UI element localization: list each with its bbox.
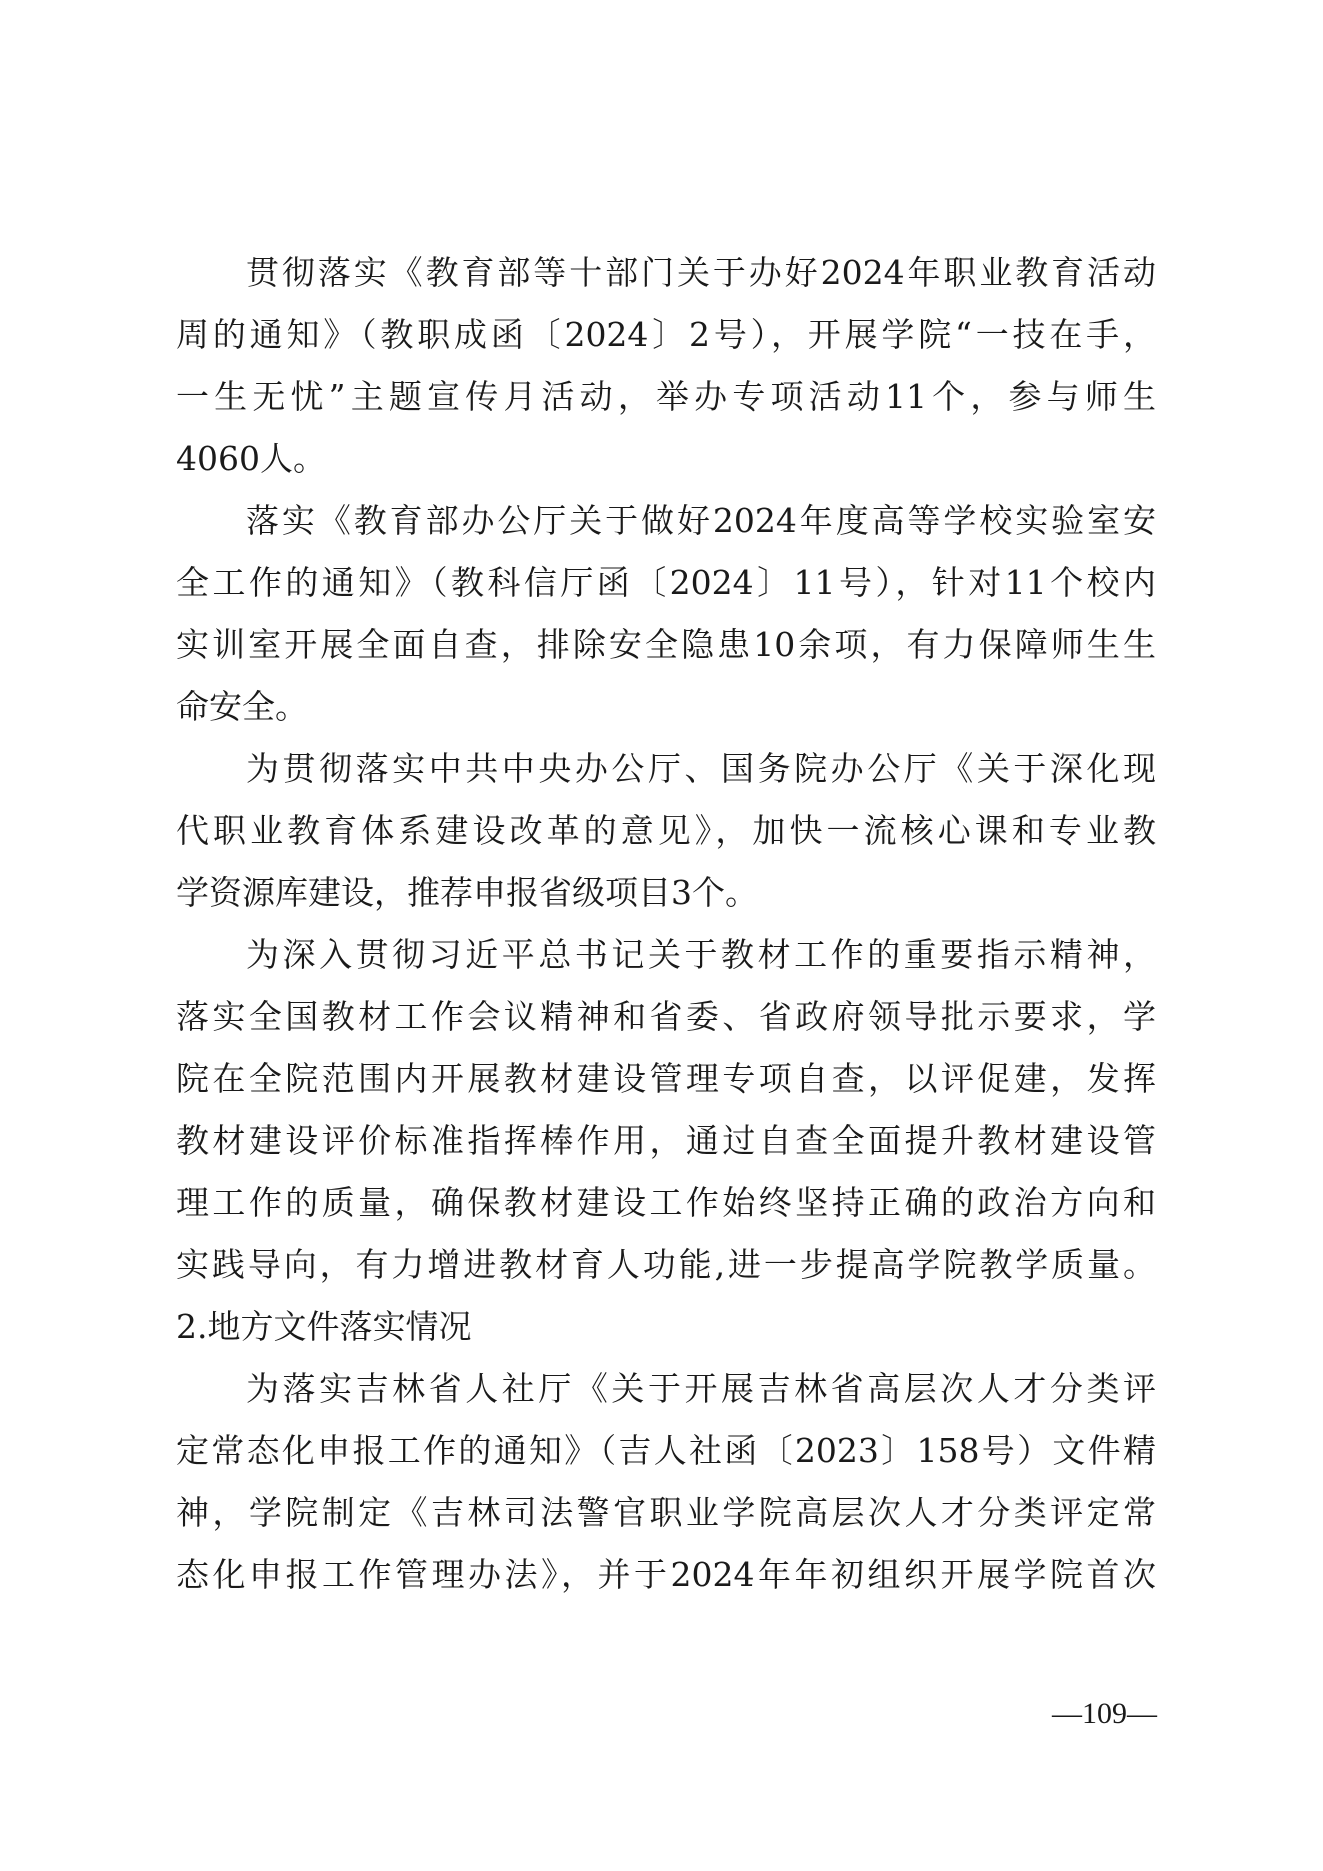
paragraph-line: 为落实吉林省人社厅《关于开展吉林省高层次人才分类评	[246, 1369, 1156, 1408]
paragraph-line: 代职业教育体系建设改革的意见》，加快一流核心课和专业教	[176, 811, 1156, 850]
paragraph-line: 定常态化申报工作的通知》（吉人社函〔2023〕158号）文件精	[176, 1431, 1156, 1470]
paragraph-line: 全工作的通知》（教科信厅函〔2024〕11号），针对11个校内	[176, 563, 1156, 602]
paragraph-line: 为贯彻落实中共中央办公厅、国务院办公厅《关于深化现	[246, 749, 1156, 788]
paragraph-line: 贯彻落实《教育部等十部门关于办好2024年职业教育活动	[246, 253, 1156, 292]
section-heading: 2.地方文件落实情况	[176, 1307, 472, 1346]
paragraph-line: 周的通知》（教职成函〔2024〕2号），开展学院“一技在手，	[176, 315, 1156, 354]
paragraph-line: 实训室开展全面自查，排除安全隐患10余项，有力保障师生生	[176, 625, 1156, 664]
paragraph-line: 一生无忧”主题宣传月活动，举办专项活动11个，参与师生	[176, 377, 1156, 416]
paragraph-line: 院在全院范围内开展教材建设管理专项自查，以评促建，发挥	[176, 1059, 1156, 1098]
paragraph-line: 教材建设评价标准指挥棒作用，通过自查全面提升教材建设管	[176, 1121, 1156, 1160]
paragraph-line: 学资源库建设，推荐申报省级项目3个。	[176, 873, 758, 912]
paragraph-line: 落实《教育部办公厅关于做好2024年度高等学校实验室安	[246, 501, 1156, 540]
paragraph-line: 4060人。	[176, 439, 326, 478]
paragraph-line: 实践导向，有力增进教材育人功能,进一步提高学院教学质量。	[176, 1245, 1156, 1284]
paragraph-line: 理工作的质量，确保教材建设工作始终坚持正确的政治方向和	[176, 1183, 1156, 1222]
paragraph-line: 为深入贯彻习近平总书记关于教材工作的重要指示精神，	[246, 935, 1156, 974]
page-number: —109—	[1052, 1697, 1157, 1730]
paragraph-line: 神，学院制定《吉林司法警官职业学院高层次人才分类评定常	[176, 1493, 1156, 1532]
body-text	[176, 242, 1156, 1606]
paragraph-line: 落实全国教材工作会议精神和省委、省政府领导批示要求，学	[176, 997, 1156, 1036]
paragraph-line: 命安全。	[176, 687, 308, 726]
paragraph-line: 态化申报工作管理办法》，并于2024年年初组织开展学院首次	[176, 1555, 1156, 1594]
